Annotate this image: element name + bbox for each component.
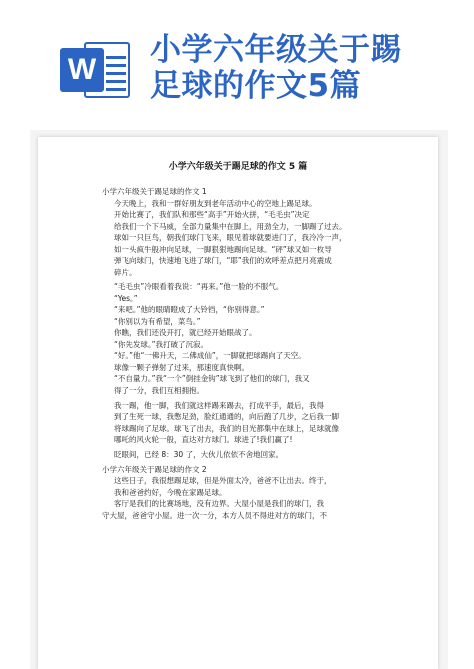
word-document-icon xyxy=(60,40,132,100)
document-line: 碎片。 xyxy=(114,267,137,277)
banner-title-line-2: 足球的作文5篇 xyxy=(150,68,362,104)
document-body xyxy=(102,186,402,521)
document-line: 到了生死一球，我憋足劲，脸红通通的，向后跑了几步，之后我一脚 xyxy=(114,412,339,422)
document-line: 如一头疯牛般冲向足球，一脚狠狠地踢向足球。“砰”球又如一枚导 xyxy=(114,244,332,254)
document-line: 眨眼间，已经 8：30 了，大伙儿依依不舍地回家。 xyxy=(114,449,284,459)
document-line: 弹飞向球门，快速地飞进了球门，“耶”我们的欢呼差点把月亮震成 xyxy=(114,256,332,265)
document-line: 小学六年级关于踢足球的作文 1 xyxy=(102,187,207,196)
banner-title xyxy=(150,32,450,104)
banner xyxy=(0,0,474,130)
document-page xyxy=(38,137,438,669)
document-line: 球如一只巨鸟，朝我们球门飞来，眼见着球就要进门了，我冷冷一声， xyxy=(114,233,347,242)
document-line: 我一踢，他一脚，我们就这样踢来踢去，打成平手，最后，我得 xyxy=(114,400,324,410)
document-line: 我和爸爸约好，今晚在家踢足球。 xyxy=(114,487,227,497)
document-line: “来吧。”他的眼睛瞪成了大铃铛，“你别得意。” xyxy=(114,305,265,315)
document-line: 将球踢向了足球。球飞了出去，我们的目光都集中在球上，足球就像 xyxy=(114,423,339,433)
banner-title-line-1: 小学六年级关于踢 xyxy=(150,32,402,68)
document-line: 得了一分，我们互相拥抱。 xyxy=(114,385,204,395)
document-line: 哪吒的风火轮一般，直达对方球门。球进了!我们赢了! xyxy=(114,435,293,445)
document-line: 守大屋，爸爸守小屋。进一次一分，本方人员不得进对方的球门，不 xyxy=(102,510,327,520)
document-line: 小学六年级关于踢足球的作文 2 xyxy=(102,464,207,474)
document-line: “不自量力。”我“一个”倒挂金钩”球飞到了他们的球门，我又 xyxy=(114,374,310,384)
document-line: 客厅是我们的比赛场地，没有边界。大屋小屋是我们的球门，我 xyxy=(114,499,324,509)
document-line: 你瞧，我们还没开打，就已经开始眼战了。 xyxy=(114,328,257,338)
document-line: 给我们一个下马威，全部力量集中在脚上，用劲全力，一脚踢了过去。 xyxy=(114,221,347,231)
document-line: “毛毛虫”冷眼看着我说：“再来。”他一脸的不服气。 xyxy=(114,282,284,292)
document-line: “你先发球。”我打破了沉寂。 xyxy=(114,339,209,349)
word-badge: W xyxy=(60,48,104,92)
document-title: 小学六年级关于踢足球的作文 5 篇 xyxy=(168,162,308,172)
document-line: “Yes。” xyxy=(114,293,138,303)
document-line: 这些日子，我很想踢足球，但是外面太冷，爸爸不让出去。终于， xyxy=(114,476,332,486)
document-line: 球像一颗子弹射了过来，那速度真快啊。 xyxy=(114,362,249,372)
document-line: “好。”他“一佛升天，二佛成仙”，一脚就把球踢向了天空。 xyxy=(114,351,306,361)
document-line: 开始比赛了，我们队和那些“高手”开始火拼，“毛毛虫”决定 xyxy=(114,210,310,219)
document-line: “你别以为有希望，菜鸟。” xyxy=(114,316,201,326)
document-line: 今天晚上，我和一群好朋友到老年活动中心的空地上踢足球。 xyxy=(114,198,317,208)
